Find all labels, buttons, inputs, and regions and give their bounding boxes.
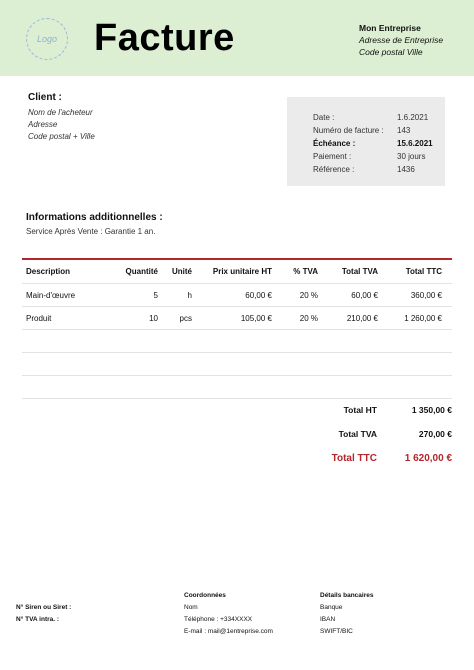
table-row-empty [22,376,452,399]
client-city: Code postal + Ville [28,132,95,141]
siren-label: N° Siren ou Siret : [16,604,72,611]
cell: 60,00 € [351,290,378,300]
client-name: Nom de l'acheteur [28,108,93,117]
tva-intra-label: N° TVA intra. : [16,616,60,623]
total-ttc-value: 1 620,00 € [404,452,452,464]
bank-iban: IBAN [320,616,336,623]
cell: 360,00 € [410,290,442,300]
col-quantity: Quantité [125,267,158,276]
info-value: 30 jours [397,152,426,161]
logo-text: Logo [36,34,58,44]
total-ht-row [300,398,452,422]
bank-name: Banque [320,604,343,611]
info-value: 1.6.2021 [397,113,429,122]
contact-name: Nom [184,604,198,611]
info-key: Référence : [313,165,355,174]
invoice-title: Facture [94,17,235,59]
cell: pcs [179,313,192,323]
total-ttc-row [300,446,452,470]
bank-heading: Détails bancaires [320,592,374,599]
cell: h [187,290,192,300]
table-row-empty [22,330,452,353]
cell: 105,00 € [240,313,272,323]
client-address: Adresse [28,120,58,129]
total-tva-value: 270,00 € [418,429,452,439]
client-block [28,92,95,143]
table-row-empty [22,353,452,376]
total-tva-row [300,422,452,446]
info-key: Numéro de facture : [313,126,384,135]
table-row [22,284,452,307]
col-unit-price: Prix unitaire HT [212,267,272,276]
company-address: Adresse de Entreprise [359,35,444,45]
cell: 20 % [299,290,318,300]
cell: Main-d'œuvre [26,290,76,300]
company-block [359,22,443,58]
cell: 210,00 € [346,313,378,323]
col-vat-rate: % TVA [293,267,318,276]
info-key: Date : [313,113,335,122]
info-value: 1436 [397,165,415,174]
total-ht-label: Total HT [343,405,377,415]
contact-details [184,590,273,638]
cell: 1 260,00 € [404,313,442,323]
additional-info [26,212,163,236]
logo-placeholder [26,18,68,60]
additional-label: Informations additionnelles : [26,212,163,223]
cell: Produit [26,313,52,323]
col-unit: Unité [172,267,192,276]
contact-phone: Téléphone : +334XXXX [184,616,253,623]
cell: 20 % [299,313,318,323]
bank-details [320,590,373,638]
cell: 60,00 € [245,290,272,300]
cell: 10 [149,313,158,323]
bank-swift: SWIFT/BIC [320,628,353,635]
info-value: 143 [397,126,411,135]
contact-email: E-mail : mail@1entreprise.com [184,628,273,635]
totals-block [300,398,452,470]
cell: 5 [153,290,158,300]
info-row-number [313,124,445,137]
total-ttc-label: Total TTC [331,452,377,464]
client-label: Client : [28,92,62,103]
table-row [22,307,452,330]
invoice-info-box [287,97,445,186]
col-description: Description [26,267,71,276]
info-row-date [313,111,445,124]
info-value: 15.6.2021 [397,139,433,148]
info-key: Échéance : [313,139,356,148]
info-row-payment [313,150,445,163]
info-key: Paiement : [313,152,352,161]
info-row-reference [313,163,445,176]
company-name: Mon Entreprise [359,23,421,33]
contact-heading: Coordonnées [184,592,226,599]
col-vat-total: Total TVA [341,267,378,276]
invoice-header [0,0,474,76]
additional-text: Service Après Vente : Garantie 1 an. [26,227,156,236]
legal-ids [16,602,71,626]
total-tva-label: Total TVA [338,429,377,439]
items-table [22,258,452,399]
total-ht-value: 1 350,00 € [411,405,452,415]
table-header-row [22,260,452,284]
col-total-ttc: Total TTC [405,267,442,276]
company-city: Code postal Ville [359,47,423,57]
info-row-due [313,137,445,150]
